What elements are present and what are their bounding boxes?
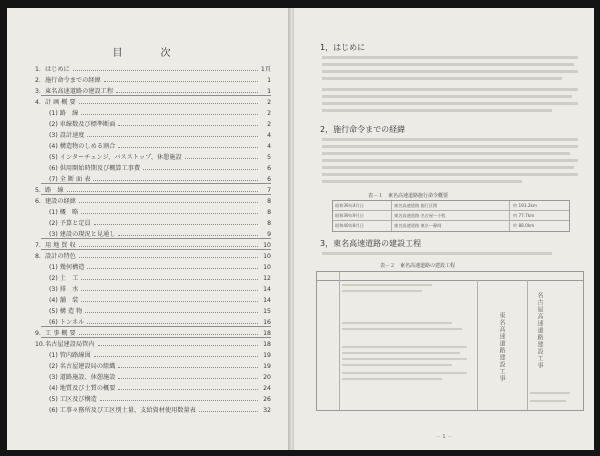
table1-cell: 昭和39年4月日	[335, 203, 364, 208]
toc-entry-page: 18	[263, 341, 271, 348]
toc-entry	[35, 240, 271, 249]
table2-construction-schedule	[316, 271, 584, 411]
toc-entry-page: 16	[263, 319, 271, 326]
table1-cell: 東名高速道路 名古屋～小牧	[394, 213, 446, 218]
toc-entry-label: (1) 管内路線図	[49, 352, 91, 359]
toc-entry-label: 用 地 買 収	[45, 242, 76, 249]
toc-entry-page: 20	[263, 374, 271, 381]
toc-leader-dots	[104, 81, 258, 82]
toc-leader-dots	[118, 389, 258, 390]
toc-entry-label: (2) 予算と定員	[49, 220, 91, 227]
toc-entry-page: 15	[263, 308, 271, 315]
toc-leader-dots	[94, 224, 258, 225]
toc-entry-page: 14	[263, 286, 271, 293]
toc-entry-page: 8	[267, 198, 271, 205]
toc-entry-page: 8	[267, 220, 271, 227]
toc-entry-page: 2	[267, 110, 271, 117]
table2-text-line	[342, 290, 422, 292]
toc-entry-page: 19	[263, 363, 271, 370]
toc-entry	[35, 97, 271, 106]
body-text-line	[322, 180, 522, 183]
toc-leader-dots	[98, 345, 259, 346]
toc-entry-page: 1	[267, 77, 271, 84]
table1-cell: 約 88.0km	[513, 223, 535, 228]
toc-leader-dots	[118, 378, 258, 379]
toc-leader-dots	[81, 114, 258, 115]
toc-entry	[49, 163, 271, 172]
toc-leader-dots	[94, 356, 258, 357]
toc-entry-number: 1.	[35, 66, 41, 73]
toc-entry-label: 設計の特色	[45, 253, 76, 260]
toc-entry-label: (3) 道路施設、休憩施設	[49, 374, 116, 381]
body-text-line	[322, 88, 578, 91]
body-text-line	[322, 152, 570, 155]
left-page-table-of-contents	[7, 8, 291, 450]
body-text-line	[322, 166, 574, 169]
toc-entry-page: 2	[267, 121, 271, 128]
toc-leader-dots	[73, 70, 258, 71]
body-text-line	[322, 56, 578, 59]
page-number: － 1 －	[435, 434, 453, 440]
toc-entry	[35, 251, 271, 260]
toc-entry-page: 10	[263, 242, 271, 249]
table2-text-line	[530, 400, 566, 402]
toc-section-divider	[41, 326, 271, 327]
toc-entry-page: 18	[263, 330, 271, 337]
table2-text-line	[342, 352, 460, 354]
toc-entry-label: (1) 概 略	[49, 209, 79, 216]
toc-entry-number: 5.	[35, 187, 41, 194]
toc-entry-number: 3.	[35, 88, 41, 95]
table2-text-line	[342, 328, 462, 330]
table2-vertical-label: 名古屋高速道路建設工事	[536, 292, 543, 369]
toc-entry-page: 12	[263, 275, 271, 282]
toc-entry-page: 10	[263, 253, 271, 260]
toc-entry-label: 東名高速道路の建設工程	[45, 88, 114, 95]
toc-leader-dots	[87, 136, 258, 137]
toc-entry-label: (4) 構造物のしめる割合	[49, 143, 116, 150]
toc-leader-dots	[118, 235, 258, 236]
toc-entry-page: 9	[267, 231, 271, 238]
table2-text-line	[342, 346, 467, 348]
toc-entry-label: (3) 設計速度	[49, 132, 85, 139]
table1-caption: 表－１ 東名高速道路施行命令概要	[368, 193, 449, 199]
toc-leader-dots	[116, 92, 258, 93]
toc-entry-page: 19	[263, 352, 271, 359]
toc-leader-dots	[118, 367, 258, 368]
toc-leader-dots	[87, 323, 258, 324]
table1-cell: 約 77.7km	[513, 213, 535, 218]
table1	[332, 200, 570, 232]
toc-leader-dots	[79, 202, 258, 203]
toc-title: 目 次	[112, 48, 185, 59]
toc-entry-label: (1) 幾何構造	[49, 264, 85, 271]
body-text-line	[322, 145, 578, 148]
toc-entry	[49, 394, 271, 403]
toc-entry	[49, 152, 271, 161]
toc-entry-label: 計 画 概 要	[45, 99, 76, 106]
toc-entry	[49, 317, 271, 326]
toc-entry	[49, 174, 271, 183]
toc-entry-label: 施行命令までの経緯	[45, 77, 101, 84]
toc-entry-page: 8	[267, 209, 271, 216]
toc-leader-dots	[79, 103, 258, 104]
toc-leader-dots	[79, 257, 258, 258]
toc-entry-label: (2) 名古屋建設局の組織	[49, 363, 116, 370]
toc-section-divider	[41, 238, 271, 239]
table2-text-line	[342, 322, 452, 324]
toc-section-divider	[41, 183, 271, 184]
toc-entry-label: (1) 路 線	[49, 110, 79, 117]
table2-text-line	[342, 364, 452, 366]
body-text-line	[322, 138, 578, 141]
body-text-line	[322, 252, 552, 255]
toc-entry-page: 6	[267, 176, 271, 183]
toc-entry-page: 4	[267, 143, 271, 150]
toc-entry-number: 7.	[35, 242, 41, 249]
body-text-line	[322, 95, 572, 98]
body-text-line	[322, 159, 578, 162]
toc-entry	[35, 185, 271, 194]
toc-entry	[35, 75, 271, 84]
toc-entry-number: 6.	[35, 198, 41, 205]
section-heading-intro: 1，はじめに	[320, 43, 366, 52]
toc-entry-label: (5) 工区及び構造	[49, 396, 97, 403]
toc-entry	[35, 328, 271, 337]
toc-leader-dots	[185, 158, 258, 159]
toc-leader-dots	[79, 246, 258, 247]
toc-entry-label: 建設の経緯	[45, 198, 76, 205]
toc-entry-number: 8.	[35, 253, 41, 260]
toc-leader-dots	[93, 180, 258, 181]
toc-entry	[49, 207, 271, 216]
toc-entry	[49, 372, 271, 381]
toc-entry-label: (6) 供用開始時期及び概算工事費	[49, 165, 141, 172]
toc-section-divider	[41, 337, 271, 338]
toc-entry-page: 1頁	[260, 66, 271, 73]
toc-entry-page: 7	[267, 187, 271, 194]
toc-entry	[49, 306, 271, 315]
toc-leader-dots	[81, 213, 258, 214]
toc-entry-page: 14	[263, 297, 271, 304]
toc-entry	[49, 295, 271, 304]
toc-entry	[35, 86, 271, 95]
body-text-line	[322, 70, 578, 73]
toc-leader-dots	[118, 125, 258, 126]
toc-entry	[49, 350, 271, 359]
toc-entry-label: (5) インターチェンジ、バスストップ、休憩施設	[49, 154, 182, 161]
body-text-line	[322, 102, 578, 105]
toc-entry	[49, 383, 271, 392]
toc-entry	[49, 262, 271, 271]
toc-section-divider	[41, 194, 271, 195]
toc-entry-label: (2) 車線数及び標準断面	[49, 121, 116, 128]
table1-cell: 昭和40年8月日	[335, 223, 364, 228]
toc-leader-dots	[81, 290, 258, 291]
table1-cell: 東名高速道路 東京～静岡	[394, 223, 442, 228]
toc-leader-dots	[67, 191, 258, 192]
toc-entry-number: 4.	[35, 99, 41, 106]
toc-entry	[49, 405, 271, 414]
toc-entry	[49, 119, 271, 128]
toc-entry-label: (3) 建設の現況と見通し	[49, 231, 116, 238]
toc-leader-dots	[143, 169, 258, 170]
table2-text-line	[342, 372, 467, 374]
toc-leader-dots	[118, 147, 258, 148]
toc-entry-page: 2	[267, 99, 271, 106]
toc-entry	[49, 361, 271, 370]
body-text-line	[322, 77, 562, 80]
toc-entry	[35, 339, 271, 348]
toc-entry-label: 工 事 概 要	[45, 330, 76, 337]
toc-entry-label: (7) 全 断 面 表	[49, 176, 91, 183]
body-text-line	[322, 109, 552, 112]
toc-leader-dots	[199, 411, 258, 412]
section-heading-history: 2，施行命令までの経緯	[320, 125, 406, 134]
toc-entry-page: 4	[267, 132, 271, 139]
toc-entry-page: 10	[263, 264, 271, 271]
toc-entry-page: 6	[267, 165, 271, 172]
toc-entry	[49, 141, 271, 150]
toc-leader-dots	[85, 312, 258, 313]
toc-leader-dots	[81, 279, 258, 280]
toc-leader-dots	[100, 400, 258, 401]
toc-leader-dots	[81, 301, 258, 302]
toc-entry-page: 32	[263, 407, 271, 414]
table2-caption: 表－２ 東名高速道路の建設工程	[380, 263, 456, 269]
toc-entry-page: 24	[263, 385, 271, 392]
toc-entry	[49, 108, 271, 117]
toc-entry	[49, 218, 271, 227]
toc-entry	[49, 284, 271, 293]
toc-entry-label: (5) 構 造 物	[49, 308, 83, 315]
toc-entry	[35, 64, 271, 73]
toc-entry-label: はじめに	[45, 66, 70, 73]
toc-entry-label: (2) 土 工	[49, 275, 79, 282]
table1-cell: 約 193.2km	[513, 203, 538, 208]
body-text-line	[322, 173, 578, 176]
toc-leader-dots	[79, 334, 258, 335]
table2-text-line	[342, 378, 442, 380]
toc-leader-dots	[87, 268, 258, 269]
toc-entry-label: (6) トンネル	[49, 319, 85, 326]
table2-text-line	[342, 358, 467, 360]
toc-entry-label: (3) 排 水	[49, 286, 79, 293]
toc-entry-label: (4) 舗 装	[49, 297, 79, 304]
toc-entry-label: (4) 地質及び土質の概要	[49, 385, 116, 392]
table2-text-line	[530, 392, 570, 394]
toc-entry-label: (6) 工事々務所及び工区別土量、支給資材使用数量表	[49, 407, 196, 414]
toc-entry-page: 26	[263, 396, 271, 403]
toc-entry-page: 5	[267, 154, 271, 161]
toc-entry	[49, 273, 271, 282]
toc-section-divider	[41, 95, 271, 96]
table1-cell: 昭和39年9月日	[335, 213, 364, 218]
table2-text-line	[342, 284, 432, 286]
toc-entry-number: 2.	[35, 77, 41, 84]
toc-entry	[49, 130, 271, 139]
toc-entry	[49, 229, 271, 238]
toc-entry-page: 1	[267, 88, 271, 95]
toc-section-divider	[41, 249, 271, 250]
toc-entry	[35, 196, 271, 205]
toc-entry-label: 名古屋建設局管内	[45, 341, 95, 348]
toc-entry-label: 路 線	[45, 187, 64, 194]
section-heading-construction: 3，東名高速道路の建設工程	[320, 239, 422, 248]
body-text-line	[322, 63, 574, 66]
toc-entry-number: 9.	[35, 330, 41, 337]
table2-vertical-label: 東名高速道路建設工事	[498, 312, 505, 382]
table1-cell: 東名高速道路 施行区間	[394, 203, 438, 208]
toc-entry-number: 10.	[35, 341, 45, 348]
